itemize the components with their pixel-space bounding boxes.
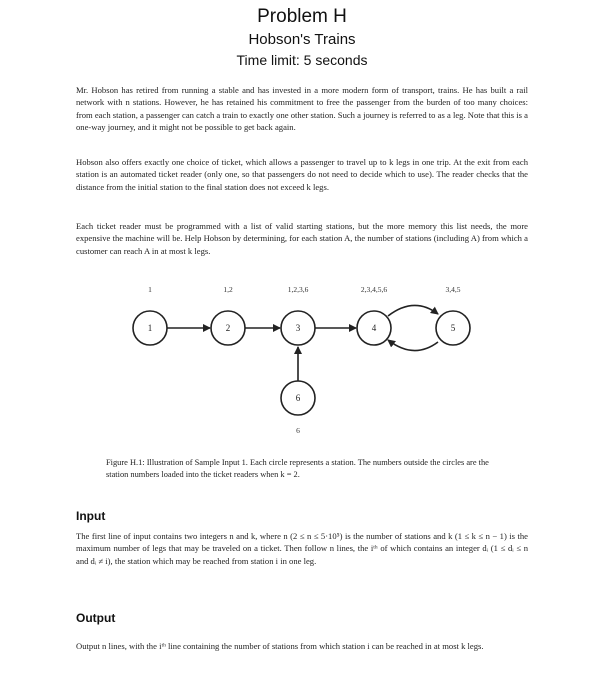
statement-paragraph-1: Mr. Hobson has retired from running a stable and has invested in a more modern form of transport, trains. He has built a rail network with n stations. However, he has retained his commitment to free the passenger from the burden of too many choices: from each station, a passenger can catch a train to exactly one other station. Such a journey is referred to as a leg. Note that this is a one-way journey, and it might not be possible to get back again. xyxy=(76,85,528,132)
input-description: The first line of input contains two integers n and k, where n (2 ≤ n ≤ 5·10⁵) is the number of stations and k (1 ≤ k ≤ n − 1) is the maximum number of legs that may be traveled on a ticket. Then follow n lines, the iᵗʰ of which contains an integer dᵢ (1 ≤ dᵢ ≤ n and dᵢ ≠ i), the station which may be reached from station i in one leg. xyxy=(76,531,528,566)
reader-list-5: 3,4,5 xyxy=(445,285,461,294)
input-heading: Input xyxy=(76,509,106,523)
station-label-3: 3 xyxy=(295,323,301,333)
reader-list-6: 6 xyxy=(296,426,300,435)
output-description: Output n lines, with the iᵗʰ line containing the number of stations from which station i can be reached in at most k legs. xyxy=(76,641,484,651)
figure-caption: Figure H.1: Illustration of Sample Input 1. Each circle represents a station. The numbers outside the circles are the station numbers loaded into the ticket readers when k = 2. xyxy=(106,458,489,479)
station-label-5: 5 xyxy=(450,323,456,333)
time-limit: Time limit: 5 seconds xyxy=(236,52,368,68)
edge-5-4 xyxy=(388,340,438,351)
station-label-1: 1 xyxy=(147,323,153,333)
edge-4-5 xyxy=(388,305,438,316)
reader-list-4: 2,3,4,5,6 xyxy=(360,285,388,294)
statement-paragraph-2: Hobson also offers exactly one choice of ticket, which allows a passenger to travel up to k legs in one trip. At the exit from each station is an automated ticket reader (only one, so that passengers do not need to decide which to use). The reader checks that the distance from the initial station to the final station does not exceed k legs. xyxy=(76,157,528,192)
problem-subtitle: Hobson's Trains xyxy=(248,31,356,48)
problem-title: Problem H xyxy=(257,6,347,27)
statement-paragraph-3: Each ticket reader must be programmed with a list of valid starting stations, but the more memory this list needs, the more expensive the machine will be. Help Hobson by determining, for each station A, the number of stations (including A) from which a customer can reach A in at most k legs. xyxy=(76,221,528,256)
station-label-6: 6 xyxy=(295,393,301,403)
station-label-2: 2 xyxy=(225,323,231,333)
output-heading: Output xyxy=(76,611,116,625)
reader-list-2: 1,2 xyxy=(223,285,233,294)
reader-list-1: 1 xyxy=(148,285,152,294)
reader-list-3: 1,2,3,6 xyxy=(287,285,309,294)
station-label-4: 4 xyxy=(371,323,377,333)
